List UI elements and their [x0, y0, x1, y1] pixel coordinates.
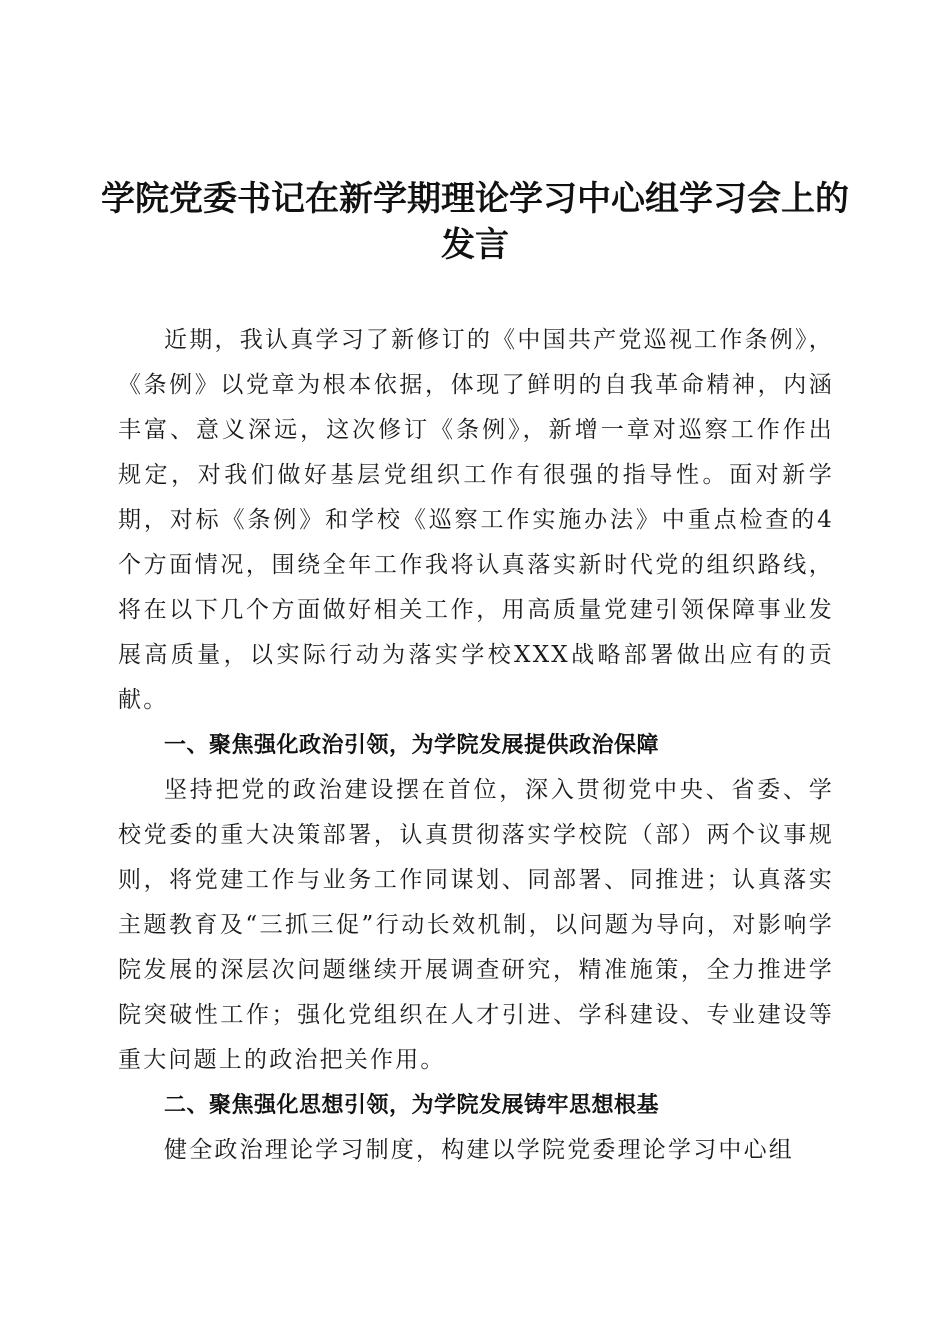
section-1-paragraph: 坚持把党的政治建设摆在首位，深入贯彻党中央、省委、学校党委的重大决策部署，认真贯彻落实学校院（部）两个议事规则，将党建工作与业务工作同谋划、同部署、同推进；认真落实主题教育及“三抓三促”行动长效机制，以问题为导向，对影响学院发展的深层次问题继续开展调查研究，精准施策，全力推进学院突破性工作；强化党组织在人才引进、学科建设、专业建设等重大问题上的政治把关作用。: [118, 777, 834, 1073]
intro-paragraph: 近期，我认真学习了新修订的《中国共产党巡视工作条例》，《条例》以党章为根本依据，体现了鲜明的自我革命精神，内涵丰富、意义深远，这次修订《条例》，新增一章对巡察工作作出规定，对我们做好基层党组织工作有很强的指导性。面对新学期，对标《条例》和学校《巡察工作实施办法》中重点检查的4个方面情况，围绕全年工作我将认真落实新时代党的组织路线，将在以下几个方面做好相关工作，用高质量党建引领保障事业发展高质量，以实际行动为落实学校XXX战略部署做出应有的贡献。: [118, 327, 834, 713]
document-title: 学院党委书记在新学期理论学习中心组学习会上的发言: [101, 179, 849, 265]
section-2-heading: 二、聚焦强化思想引领，为学院发展铸牢思想根基: [164, 1093, 660, 1118]
document-body: [118, 318, 834, 1173]
section-1-heading: 一、聚焦强化政治引领，为学院发展提供政治保障: [164, 733, 660, 758]
section-2-paragraph: 健全政治理论学习制度，构建以学院党委理论学习中心组: [164, 1137, 794, 1163]
